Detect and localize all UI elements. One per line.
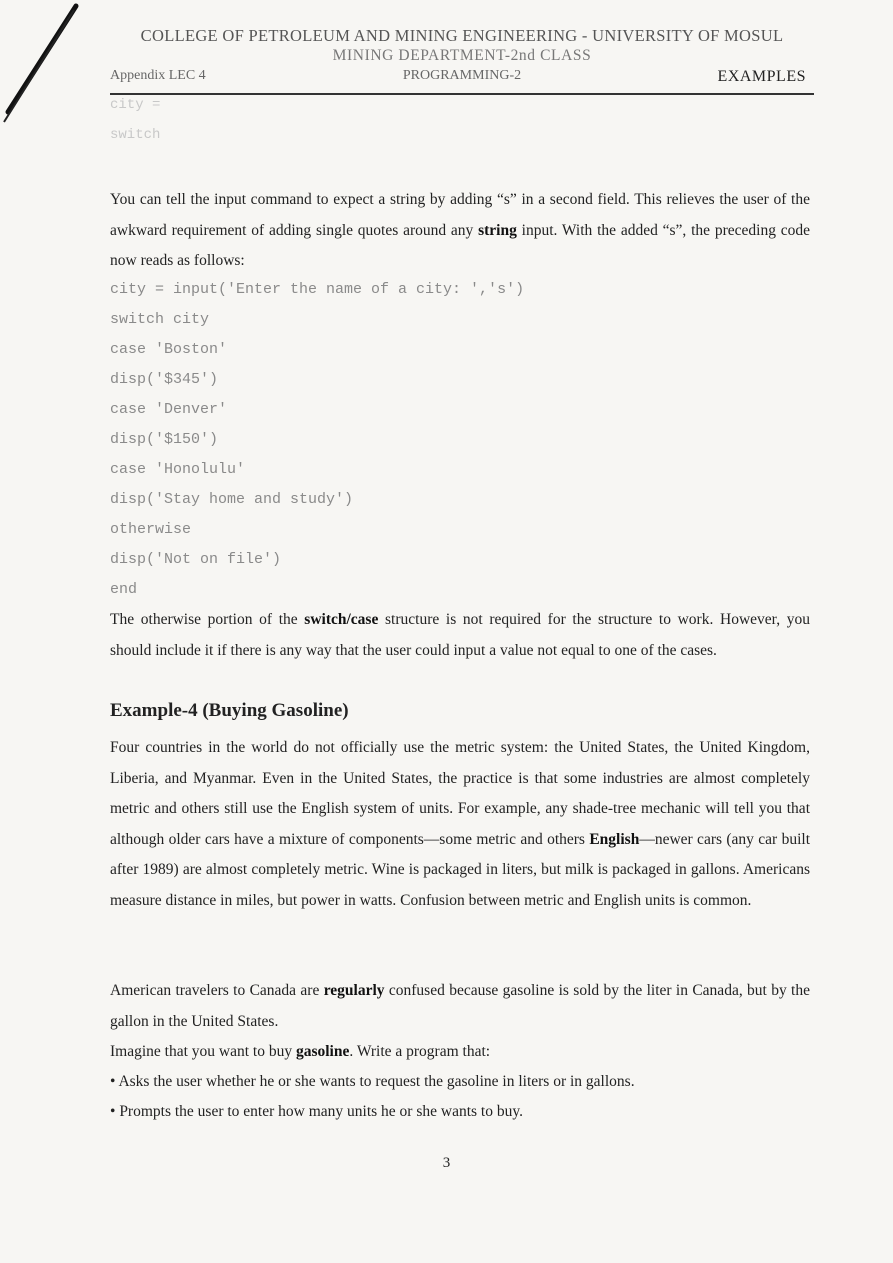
header-subrow (110, 66, 814, 88)
department-title: MINING DEPARTMENT-2nd CLASS (332, 47, 592, 64)
code-line: city = input('Enter the name of a city: ','s') (110, 281, 525, 298)
faded-code-line: city = (110, 97, 161, 113)
page-number: 3 (442, 1155, 451, 1171)
code-line: switch city (110, 311, 210, 328)
bullet-item: • Prompts the user to enter how many units he or she wants to buy. (110, 1103, 523, 1120)
college-title: COLLEGE OF PETROLEUM AND MINING ENGINEERING - UNIVERSITY OF MOSUL (140, 26, 784, 45)
code-line: disp('$150') (110, 431, 219, 448)
otherwise-paragraph: The otherwise portion of the switch/case structure is not required for the structure to work. However, you should include it if there is any way that the user could input a value not equal to one of the cases. (110, 611, 810, 659)
page-header (110, 26, 814, 88)
code-line: disp('Stay home and study') (110, 491, 354, 508)
code-line: case 'Boston' (110, 341, 228, 358)
code-line: otherwise (110, 521, 192, 538)
course-label: PROGRAMMING-2 (402, 68, 522, 83)
pen-stroke-mark (0, 0, 90, 130)
header-rule (110, 93, 814, 95)
example-heading: Example-4 (Buying Gasoline) (110, 700, 349, 721)
code-block (110, 275, 524, 605)
imagine-paragraph: Imagine that you want to buy gasoline. Write a program that: (110, 1043, 491, 1060)
appendix-label: Appendix LEC 4 (110, 68, 206, 83)
code-line: case 'Honolulu' (110, 461, 246, 478)
travelers-paragraph: American travelers to Canada are regularly confused because gasoline is sold by the liter in Canada, but by the gallon in the United States. (110, 982, 810, 1030)
countries-paragraph: Four countries in the world do not officially use the metric system: the United States, the United Kingdom, Liberia, and Myanmar. Even in the United States, the practice is that some industries are almost completely metric and others still use the English system of units. For example, any shade-tree mechanic will tell you that although older cars have a mixture of components—some metric and others English—newer cars (any car built after 1989) are almost completely metric. Wine is packaged in liters, but milk is packaged in gallons. Americans measure distance in miles, but power in watts. Confusion between metric and English units is common. (110, 739, 811, 909)
section-label: EXAMPLES (717, 68, 806, 85)
intro-paragraph: You can tell the input command to expect a string by adding “s” in a second field. This relieves the user of the awkward requirement of adding single quotes around any string input. With the added “s”, the preceding code now reads as follows: (110, 191, 811, 269)
code-line: disp('Not on file') (110, 551, 282, 568)
code-line: case 'Denver' (110, 401, 228, 418)
code-line: disp('$345') (110, 371, 219, 388)
faded-code-line: switch (110, 127, 161, 143)
code-line: end (110, 581, 138, 598)
bullet-item: • Asks the user whether he or she wants to request the gasoline in liters or in gallons. (110, 1073, 635, 1090)
